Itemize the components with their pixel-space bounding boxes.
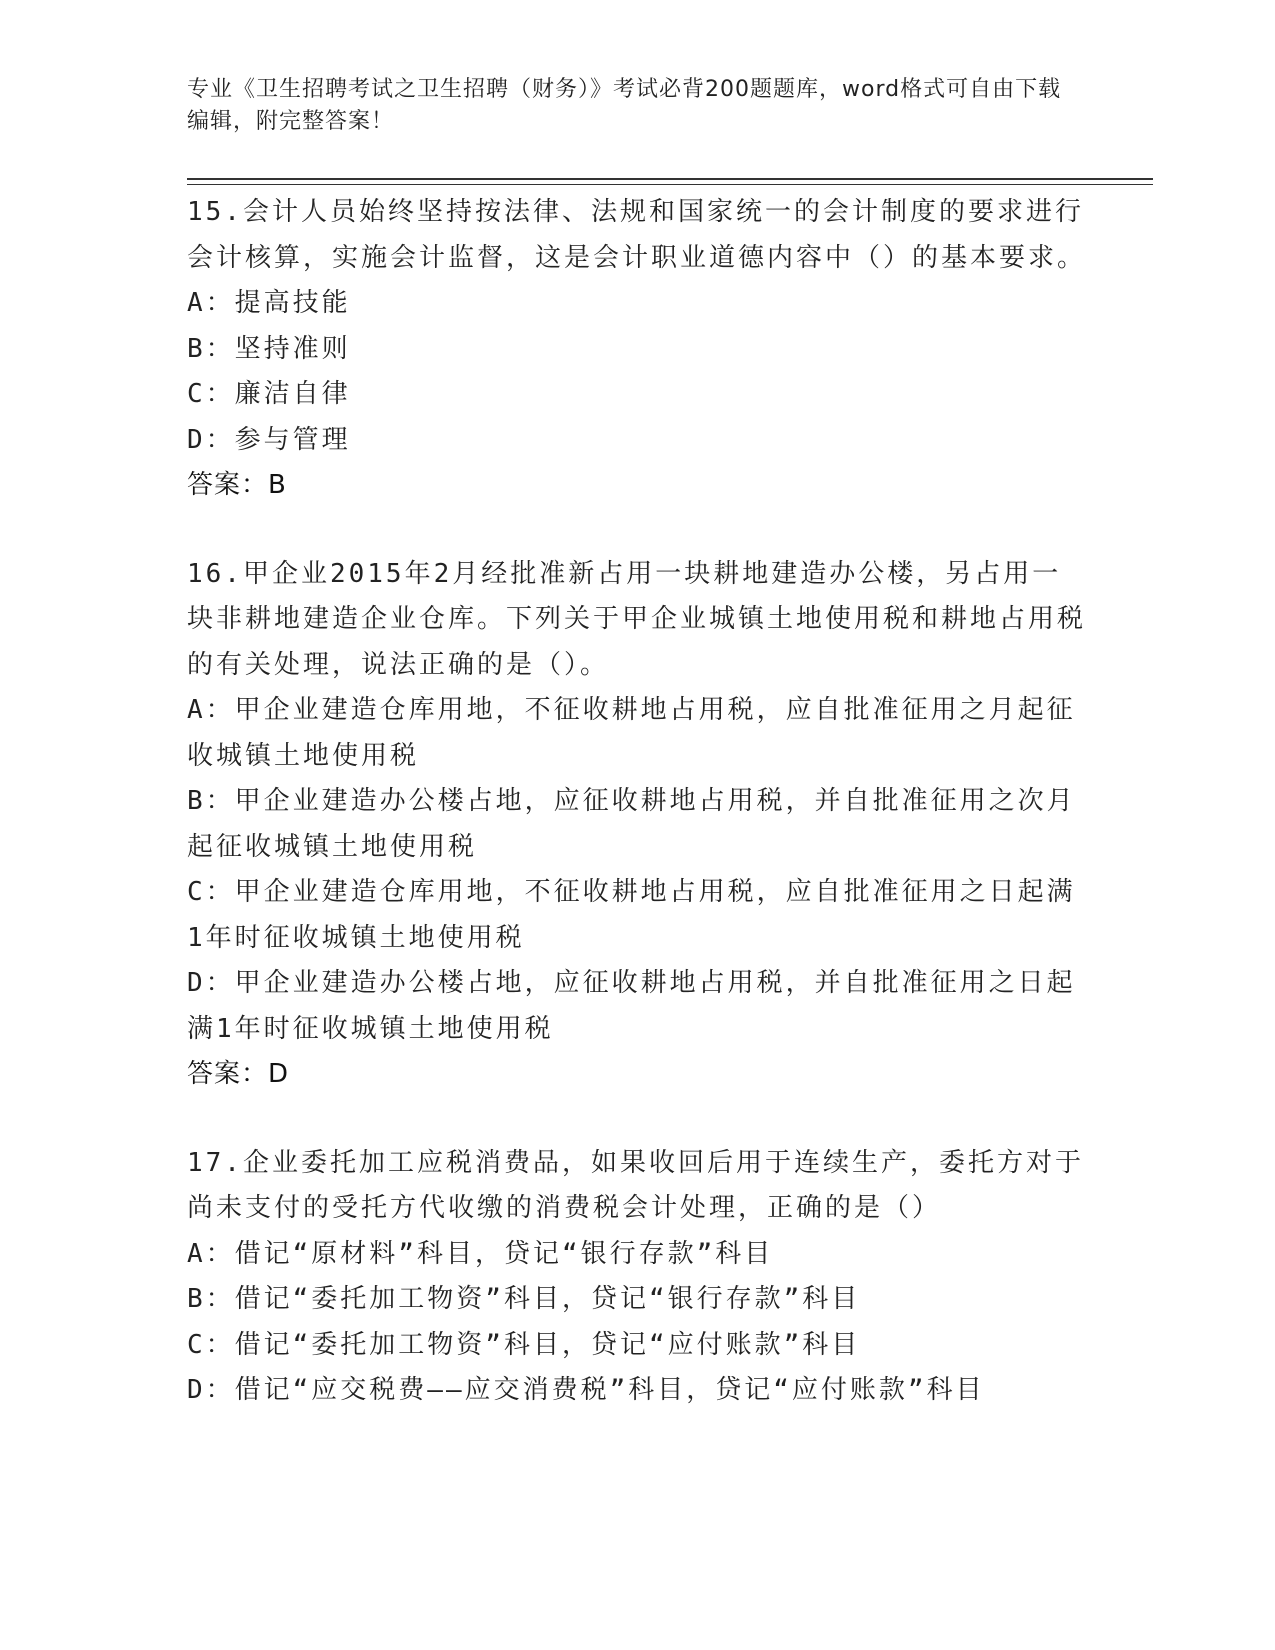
header-divider-thick [187, 178, 1153, 180]
header-divider-thin [187, 184, 1153, 185]
question-17 [187, 1141, 1087, 1414]
option-c: C：借记“委托加工物资”科目，贷记“应付账款”科目 [187, 1329, 861, 1360]
option-a: A：甲企业建造仓库用地，不征收耕地占用税，应自批准征用之月起征收城镇土地使用税 [187, 695, 1076, 771]
question-text: 17.企业委托加工应税消费品，如果收回后用于连续生产，委托方对于尚未支付的受托方代收缴的消费税会计处理，正确的是（） [187, 1147, 1084, 1223]
option-b: B：甲企业建造办公楼占地，应征收耕地占用税，并自批准征用之次月起征收城镇土地使用税 [187, 786, 1076, 862]
option-b: B：借记“委托加工物资”科目，贷记“银行存款”科目 [187, 1284, 861, 1314]
option-d: D：甲企业建造办公楼占地，应征收耕地占用税，并自批准征用之日起满1年时征收城镇土地使用税 [187, 968, 1076, 1044]
question-text: 16.甲企业2015年2月经批准新占用一块耕地建造办公楼，另占用一块非耕地建造企业仓库。下列关于甲企业城镇土地使用税和耕地占用税的有关处理，说法正确的是（）。 [187, 558, 1087, 680]
answer-label: 答案：D [187, 1059, 290, 1089]
document-header: 专业《卫生招聘考试之卫生招聘（财务）》考试必背200题题库，word格式可自由下载编辑，附完整答案！ [187, 77, 1062, 134]
option-a: A：借记“原材料”科目，贷记“银行存款”科目 [187, 1238, 774, 1269]
question-16 [187, 552, 1087, 1098]
option-a: A：提高技能 [187, 288, 351, 318]
option-c: C：廉洁自律 [187, 379, 351, 409]
question-15 [187, 190, 1087, 509]
question-text: 15.会计人员始终坚持按法律、法规和国家统一的会计制度的要求进行会计核算，实施会计监督，这是会计职业道德内容中（）的基本要求。 [187, 197, 1087, 273]
option-d: D：借记“应交税费——应交消费税”科目，贷记“应付账款”科目 [187, 1375, 985, 1405]
option-c: C：甲企业建造仓库用地，不征收耕地占用税，应自批准征用之日起满1年时征收城镇土地使用税 [187, 877, 1076, 953]
answer-label: 答案：B [187, 470, 287, 500]
option-d: D：参与管理 [187, 424, 351, 455]
question-list [187, 190, 1087, 1457]
option-b: B：坚持准则 [187, 333, 351, 364]
